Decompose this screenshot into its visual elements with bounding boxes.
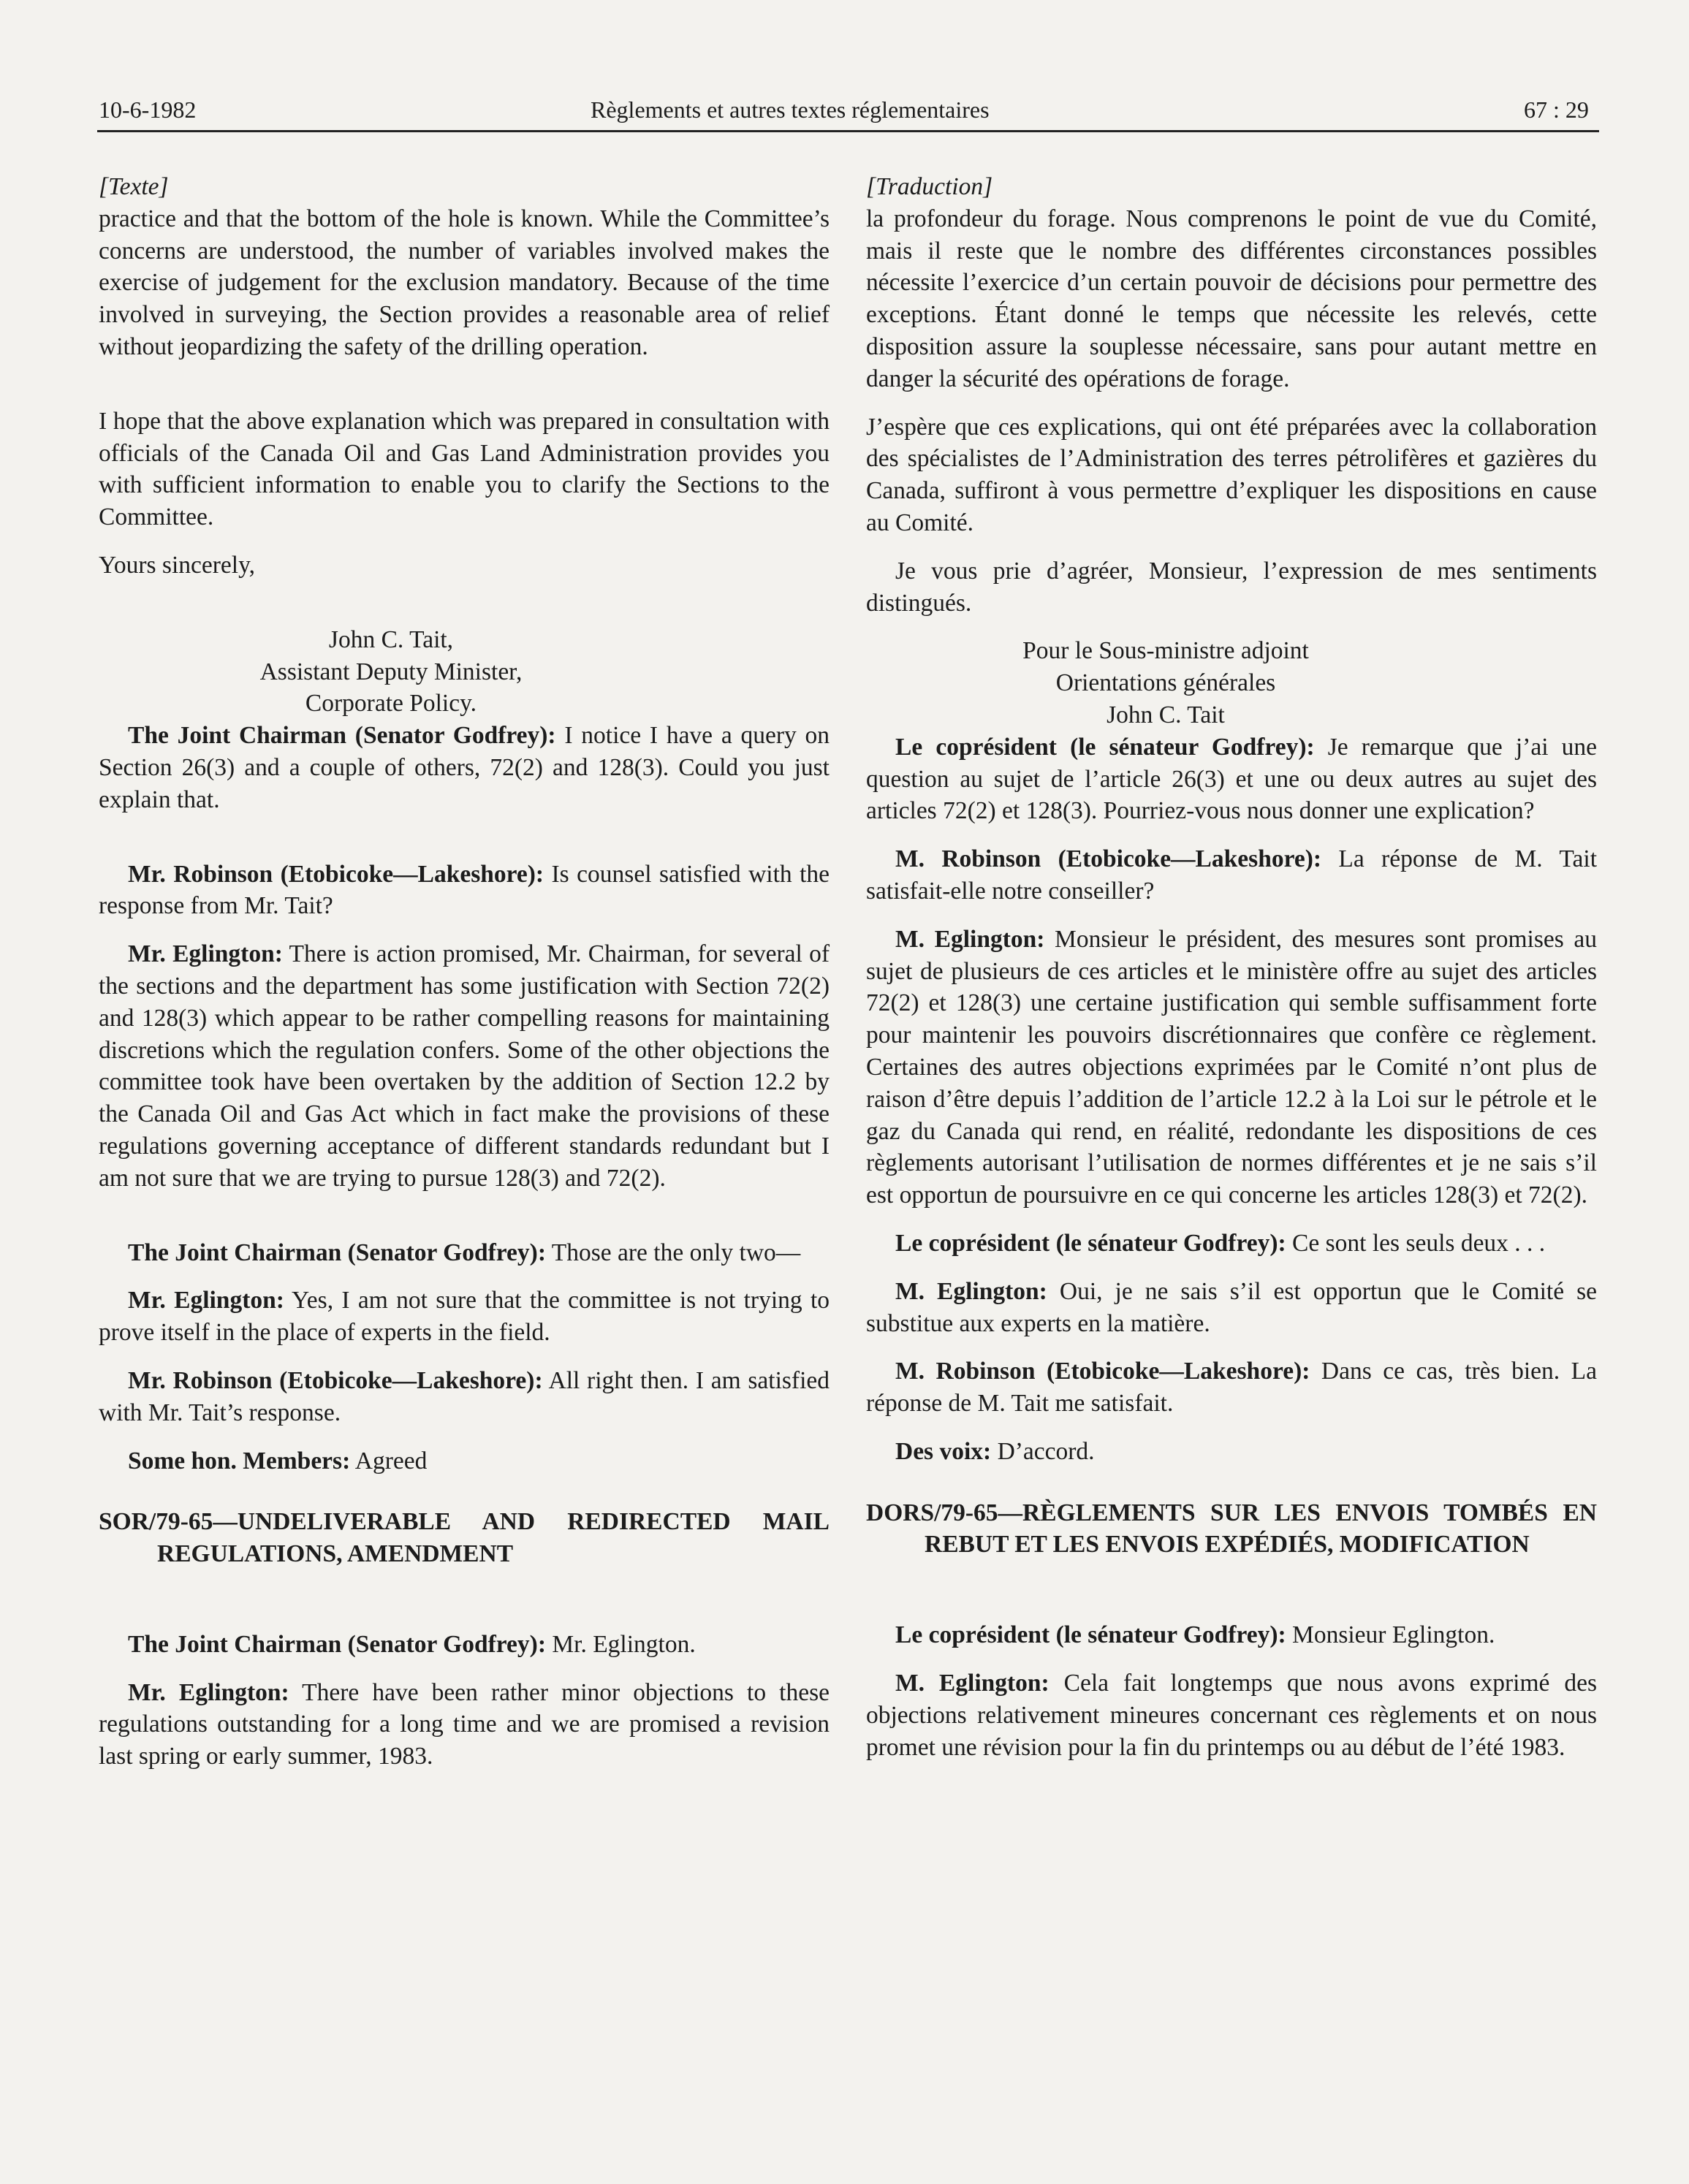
english-column	[99, 171, 830, 1773]
speech	[866, 731, 1597, 827]
signature-line: John C. Tait	[1107, 701, 1225, 728]
speech-text: There is action promised, Mr. Chairman, for several of the sections and the department has some justification with Section 72(2) and 128(3) which appear to be rather compelling reasons for maintaining discretions which the regulation confers. Some of the other objections the committee took have been overtaken by the addition of Section 12.2 by the Canada Oil and Gas Act which in fact make the provisions of these regulations governing acceptance of different standards redundant but I am not sure that we are trying to pursue 128(3) and 72(2).	[99, 940, 830, 1192]
section-heading: DORS/79-65—RÈGLEMENTS SUR LES ENVOIS TOMBÉS EN REBUT ET LES ENVOIS EXPÉDIÉS, MODIFICATION	[866, 1499, 1597, 1559]
speaker: Le coprésident (le sénateur Godfrey):	[895, 733, 1315, 761]
speech-text: Monsieur le président, des mesures sont promises au sujet de plusieurs de ces articles et le ministère offre au sujet des articles 72(2) et 128(3) une certaine justification qui semble suffisamment forte pour maintenir les pouvoirs discrétionnaires que confère ce règlement. Certaines des autres objections exprimées par le Comité n’ont plus de raison d’être depuis l’addition de l’article 12.2 à la Loi sur le pétrole et le gaz du Canada qui rend, en réalité, redondante les dispositions de ces règlements autorisant l’utilisation de normes différentes et je ne sais s’il est opportun de poursuivre en ce qui concerne les articles 128(3) et 72(2).	[866, 925, 1598, 1209]
column-label: [Texte]	[99, 173, 169, 200]
signature-line: Orientations générales	[1055, 669, 1276, 697]
speech-text: Those are the only two—	[551, 1239, 801, 1266]
speech	[866, 843, 1597, 908]
speech	[99, 1237, 830, 1269]
speaker: Le coprésident (le sénateur Godfrey):	[895, 1229, 1286, 1257]
speech-text: Cela fait longtemps que nous avons exprimé des objections relativement mineures concernant ces règlements et on nous promet une révision pour la fin du printemps ou au début de l’été 1983.	[866, 1670, 1598, 1761]
french-column	[866, 171, 1597, 1763]
speaker: M. Robinson (Etobicoke—Lakeshore):	[895, 845, 1322, 873]
section-heading: SOR/79-65—UNDELIVERABLE AND REDIRECTED MAIL REGULATIONS, AMENDMENT	[99, 1508, 830, 1568]
signature-line: Pour le Sous-ministre adjoint	[1022, 637, 1309, 665]
speech	[866, 1228, 1597, 1260]
signature-line: Assistant Deputy Minister,	[259, 658, 523, 685]
speech-text: Is counsel satisfied with the response from Mr. Tait?	[99, 860, 830, 920]
speaker: The Joint Chairman (Senator Godfrey):	[128, 1239, 546, 1266]
speaker: The Joint Chairman (Senator Godfrey):	[128, 1630, 546, 1658]
speech	[866, 1276, 1597, 1340]
signature-line: John C. Tait,	[328, 625, 454, 653]
speaker: Le coprésident (le sénateur Godfrey):	[895, 1621, 1286, 1649]
speech-text: Dans ce cas, très bien. La réponse de M. Tait me satisfait.	[866, 1358, 1598, 1418]
speaker: M. Eglington:	[895, 925, 1045, 953]
speech-text: Monsieur Eglington.	[1292, 1621, 1495, 1649]
speech-text: Ce sont les seuls deux . . .	[1292, 1229, 1546, 1257]
speech	[99, 938, 830, 1194]
speech-text: Oui, je ne sais s’il est opportun que le Comité se substitue aux experts en la matière.	[866, 1277, 1598, 1337]
speech	[99, 1629, 830, 1661]
speech	[99, 1445, 830, 1477]
column-label: [Traduction]	[866, 173, 993, 200]
speech-text: Agreed	[354, 1447, 428, 1475]
header-page-number: 67 : 29	[1524, 96, 1589, 123]
speech	[99, 859, 830, 923]
speech-text: La réponse de M. Tait satisfait-elle notre conseiller?	[866, 845, 1598, 905]
header-rule	[97, 130, 1599, 132]
speaker: M. Eglington:	[895, 1670, 1050, 1697]
header-title: Règlements et autres textes réglementaires	[591, 96, 990, 123]
speaker: Mr. Eglington:	[128, 940, 283, 968]
speech-text: There have been rather minor objections to these regulations outstanding for a long time and we are promised a revision last spring or early summer, 1983.	[99, 1678, 830, 1770]
signature-block	[245, 624, 537, 720]
paragraph: practice and that the bottom of the hole is known. While the Committee’s concerns are understood, the number of variables involved makes the exercise of judgement for the exclusion mandatory. Because of the time involved in surveying, the Section provides a reasonable area of relief without jeopardizing the safety of the drilling operation.	[99, 205, 830, 360]
speaker: Mr. Eglington:	[128, 1287, 284, 1314]
signature-block	[998, 635, 1334, 731]
speech-text: Mr. Eglington.	[552, 1630, 696, 1658]
speech-text: All right then. I am satisfied with Mr. Tait’s response.	[99, 1366, 830, 1426]
speech	[99, 1365, 830, 1429]
paragraph: J’espère que ces explications, qui ont été préparées avec la collaboration des spécialistes de l’Administration des terres pétrolifères et gazières du Canada, suffiront à vous permettre d’expliquer les dispositions en cause au Comité.	[866, 413, 1597, 536]
speech-text: I notice I have a query on Section 26(3) and a couple of others, 72(2) and 128(3). Could you just explain that.	[99, 722, 830, 813]
signature-line: Corporate Policy.	[305, 690, 477, 718]
header-date: 10-6-1982	[99, 96, 197, 123]
closing: Je vous prie d’agréer, Monsieur, l’expression de mes sentiments distingués.	[866, 557, 1597, 617]
speech	[866, 1619, 1597, 1651]
speech	[866, 1355, 1597, 1420]
speech	[866, 1667, 1597, 1763]
speech	[99, 1677, 830, 1773]
speech	[99, 720, 830, 815]
speaker: The Joint Chairman (Senator Godfrey):	[128, 722, 556, 750]
speech	[866, 924, 1597, 1211]
speech-text: D’accord.	[997, 1437, 1095, 1465]
speaker: Some hon. Members:	[128, 1447, 351, 1475]
speech	[866, 1436, 1597, 1468]
speaker: Mr. Eglington:	[128, 1678, 289, 1706]
speaker: M. Robinson (Etobicoke—Lakeshore):	[895, 1358, 1310, 1385]
paragraph: la profondeur du forage. Nous comprenons le point de vue du Comité, mais il reste que le nombre des différentes circonstances possibles nécessite l’exercice d’un certain pouvoir de décisions pour permettre des exceptions. Étant donné le temps que nécessite les relevés, cette disposition assure la souplesse nécessaire, sans pour autant mettre en danger la sécurité des opérations de forage.	[866, 205, 1597, 392]
speaker: Mr. Robinson (Etobicoke—Lakeshore):	[128, 1366, 543, 1394]
speaker: Mr. Robinson (Etobicoke—Lakeshore):	[128, 860, 544, 888]
speech	[99, 1285, 830, 1349]
speech-text: Yes, I am not sure that the committee is not trying to prove itself in the place of experts in the field.	[99, 1287, 830, 1347]
speaker: Des voix:	[895, 1437, 992, 1465]
closing: Yours sincerely,	[99, 551, 256, 579]
speaker: M. Eglington:	[895, 1277, 1047, 1305]
paragraph: I hope that the above explanation which was prepared in consultation with officials of the Canada Oil and Gas Land Administration provides you with sufficient information to enable you to clarify the Sections to the Committee.	[99, 407, 830, 531]
speech-text: Je remarque que j’ai une question au sujet de l’article 26(3) et une ou deux autres au sujet des articles 72(2) et 128(3). Pourriez-vous nous donner une explication?	[866, 733, 1597, 825]
